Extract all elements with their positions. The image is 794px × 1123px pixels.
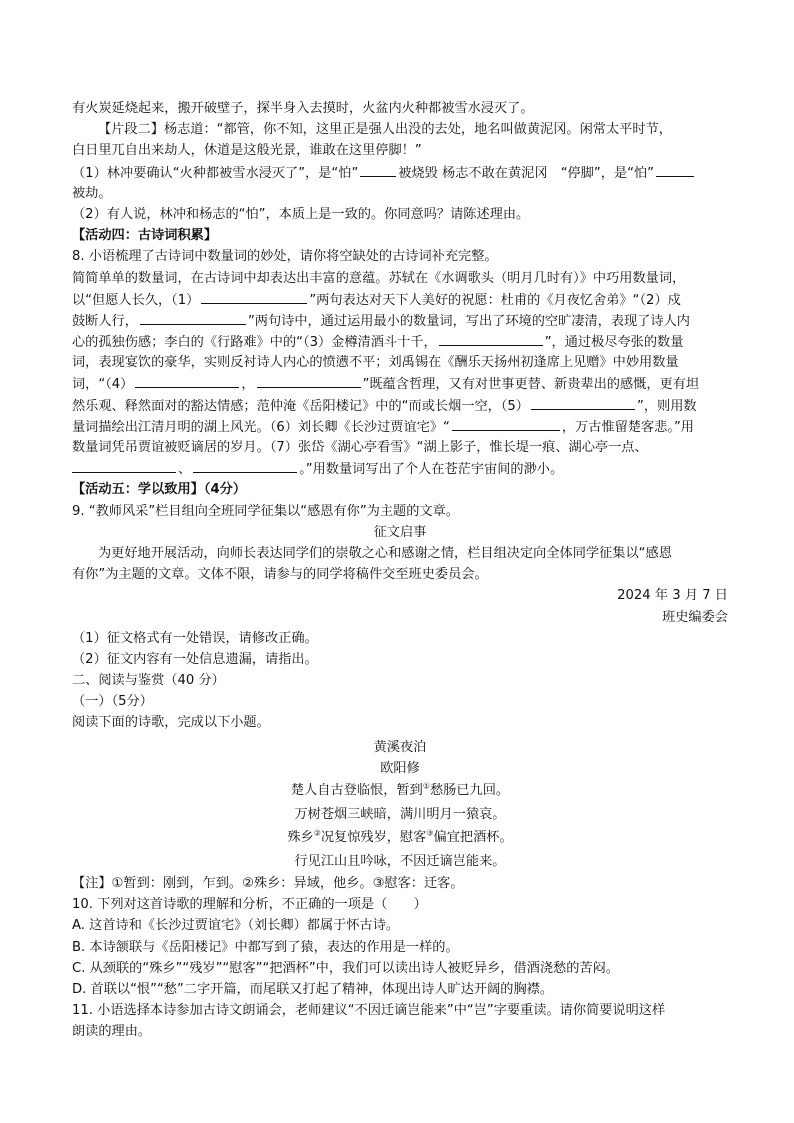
footnote-mark: ① [422,781,430,791]
text-span: ， [241,377,255,393]
answer-blank[interactable] [452,416,560,431]
text-span: ”，则用数 [637,398,697,414]
footnote-mark: ③ [426,828,434,838]
text-span: 然乐观、释然面对的豁达情感；范仲淹《岳阳楼记》中的“而或长烟一空，（5） [72,398,529,414]
text-span: 偏宜把酒杯。 [433,830,513,845]
notice-title: 征文启事 [373,524,427,540]
poem-line: 万树苍烟三峡暗，满川明月一猿哀。 [294,806,506,822]
instruction-line: 阅读下面的诗歌，完成以下小题。 [72,715,270,731]
text-span: ”既蕴含哲理，又有对世事更替、新贵辈出的感慨，更有坦 [362,377,700,393]
answer-blank[interactable] [193,458,297,473]
question-line: 11. 小语选择本诗参加古诗文朗诵会，老师建议“不因迁谪岂能来”中“岂”字要重读。请你简要说明这样 [72,1003,666,1019]
answer-blank[interactable] [656,162,694,177]
answer-blank[interactable] [135,373,239,388]
question-line [72,162,728,183]
text-span: （1）林冲要确认“火种都被雪水浸灭了”，是“怕” [72,165,359,181]
text-span: 、 [178,462,192,478]
text-span: 愁肠已九回。 [429,783,510,798]
text-span: 被烧毁 杨志不敢在黄泥冈 “停脚”，是“怕” [398,165,654,181]
text-line [72,395,728,416]
text-span: 以“但愿人长久，（1） [72,292,200,308]
question-line: （1）征文格式有一处错误，请修改正确。 [72,630,318,646]
poem-line: 行见江山且吟咏，不因迁谪岂能来。 [294,853,506,869]
poem-line [72,779,728,803]
notice-signature: 班史编委会 [662,609,728,625]
answer-blank[interactable] [439,331,543,346]
answer-blank[interactable] [201,289,307,304]
text-line: 词，表现宴饮的豪华，实则反衬诗人内心的愤懑不平；刘禹锡在《酬乐天扬州初逢席上见赠》中妙用数量 [72,355,679,371]
part-heading: 二、阅读与鉴赏（40 分） [72,673,225,689]
fragment-two-line [72,119,728,140]
text-line [72,331,728,352]
text-line: 被劫。 [72,185,112,201]
subsection-heading: （一）（5分） [72,694,153,710]
document-page [72,98,728,1043]
text-line: 简简单单的数量词，在古诗词中却表达出丰富的意蕴。苏轼在《水调歌头（明月几时有）》中巧用数量词， [72,270,686,286]
option-b: B. 本诗颔联与《岳阳楼记》中都写到了猿，表达的作用是一样的。 [72,939,459,955]
text-line: 数量词凭吊贾谊被贬谪居的岁月。（7）张岱《湖心亭看雪》“湖上影子，惟长堤一痕、湖心亭一点、 [72,440,648,455]
notice-body: 为更好地开展活动，向师长表达同学们的崇敬之心和感谢之情，栏目组决定向全体同学征集以“感恩 [98,545,672,561]
text-line: 有火炭延烧起来，搬开破壁子，探半身入去摸时，火盆内火种都被雪水浸灭了。 [72,101,534,116]
text-span: ”两句诗中，通过运用最小的数量词，写出了环境的空旷凄清，表现了诗人内 [247,313,690,329]
text-span: ，万古惟留楚客悲。”用 [561,419,694,435]
text-line [72,458,728,479]
text-span: 。”用数量词写出了个人在苍茫宇宙间的渺小。 [299,462,564,478]
question-line: 朗读的理由。 [72,1024,152,1040]
text-span: 殊乡 [287,830,314,845]
poem-title: 黄溪夜泊 [373,739,427,755]
text-line [72,289,728,310]
question-line: （2）有人说，林冲和杨志的“怕”，本质上是一致的。你同意吗？请陈述理由。 [72,206,530,222]
notice-date: 2024 年 3 月 7 日 [617,588,728,604]
text-line [72,373,728,394]
text-span: 词，“（4） [72,377,134,393]
text-span: ”两句表达对天下人美好的祝愿：杜甫的《月夜忆舍弟》“（2）戍 [309,292,681,308]
notice-body: 有你”为主题的文章。文体不限，请参与的同学将稿件交至班史委员会。 [72,567,488,583]
question-line: （2）征文内容有一处信息遗漏，请指出。 [72,651,318,667]
answer-blank[interactable] [72,458,176,473]
answer-blank[interactable] [360,162,396,177]
option-c: C. 从颈联的“殊乡”“残岁”“慰客”“把酒杯”中，我们可以读出诗人被贬异乡，借酒浇愁的苦闷。 [72,960,619,976]
text-span: 楚人自古登临恨，暂到 [290,783,423,798]
option-d: D. 首联以“恨”“愁”二字开篇，而尾联又打起了精神，体现出诗人旷达开阔的胸襟。 [72,981,554,997]
answer-blank[interactable] [531,395,635,410]
text-span: 况复惊残岁，慰客 [320,830,427,845]
option-a: A. 这首诗和《长沙过贾谊宅》（刘长卿）都属于怀古诗。 [72,918,400,934]
poem-author: 欧阳修 [380,760,420,776]
section-heading: 【活动四：古诗词积累】 [72,228,218,244]
poem-note: 【注】①暂到：刚到，乍到。②殊乡：异域，他乡。③慰客：迁客。 [72,876,464,891]
footnote-mark: ② [313,828,321,838]
text-span: 量词描绘出江清月明的湖上风光。（6）刘长卿《长沙过贾谊宅》“ [72,419,450,435]
fragment-label: 【片段二】 [98,122,164,138]
answer-blank[interactable] [140,310,246,325]
text-span: 心的孤独伤感；李白的《行路难》中的“（3）金樽清酒斗十千， [72,335,437,351]
section-heading: 【活动五：学以致用】（4分） [72,482,247,498]
question-line: 10. 下列对这首诗歌的理解和分析，不正确的一项是（ ） [72,897,427,913]
text-span: 鼓断人行， [72,313,138,329]
text-line [72,310,728,331]
answer-blank[interactable] [257,373,361,388]
poem-line [72,826,728,850]
text-span: ”，通过极尽夸张的数量 [544,335,684,351]
question-line: 9. “教师风采”栏目组向全班同学征集以“感恩有你”为主题的文章。 [72,503,459,519]
text-line: 白日里兀自出来劫人，休道是这般光景，谁敢在这里停脚！” [72,143,422,159]
question-line: 8. 小语梳理了古诗词中数量词的妙处，请你将空缺处的古诗词补充完整。 [72,249,498,265]
text-line [72,416,728,437]
text-span: 杨志道：“都管，你不知，这里正是强人出没的去处，地名叫做黄泥冈。闲常太平时节， [163,122,672,138]
